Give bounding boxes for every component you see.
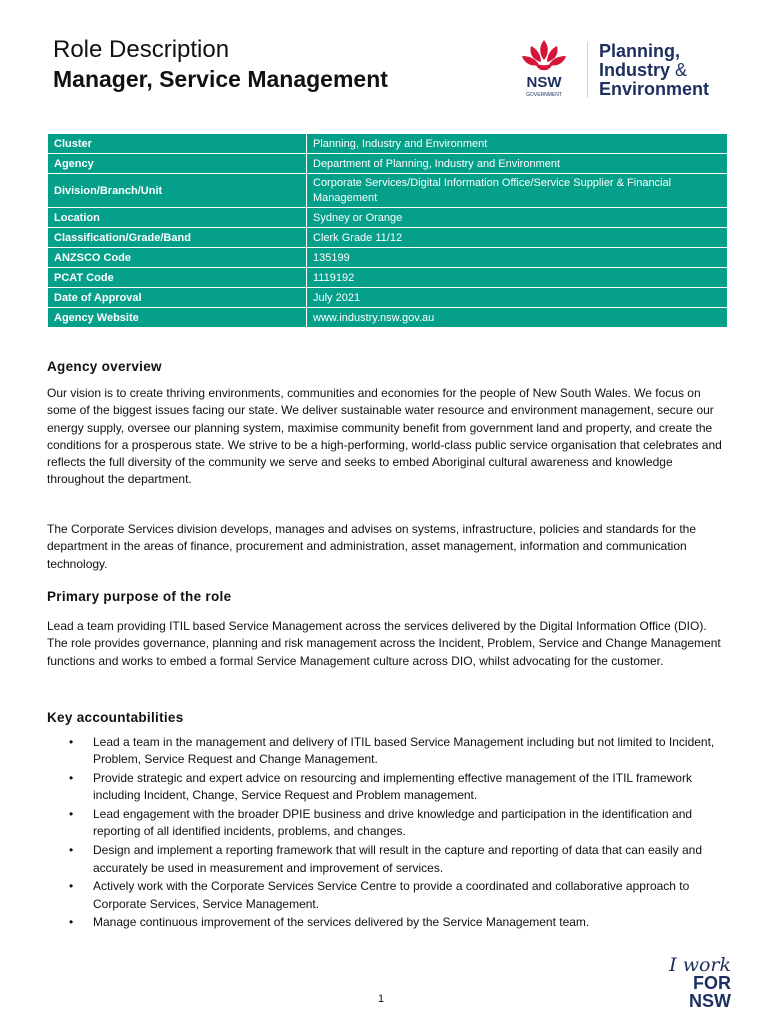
department-name: Planning, Industry & Environment: [599, 41, 710, 99]
agency-overview-paragraph-1: Our vision is to create thriving environments, communities and economies for the people of New South Wales. We focus on some of the biggest issues facing our state. We deliver sustainable water resource and environment management, secure our energy supply, oversee our planning system, maximise community benefit from government land and property, and create the conditions for a prosperous state. We strive to be a high-performing, world-class public service organisation that celebrates and reflects the full diversity of the community we serve and seeks to embed Aboriginal cultural awareness and knowledge throughout the department.: [47, 386, 722, 487]
page-number: 1: [378, 993, 385, 1005]
approval-date-label: Date of Approval: [48, 288, 307, 308]
list-item: • Manage continuous improvement of the services delivered by the Service Management team.: [69, 915, 590, 930]
agency-label: Agency: [48, 154, 307, 174]
table-row: [48, 228, 728, 248]
list-item: • Lead engagement with the broader DPIE business and drive knowledge and participation in the identification and reporting of all identified incidents, problems, and changes.: [69, 807, 693, 839]
cluster-value: Planning, Industry and Environment: [307, 134, 728, 154]
list-item: • Lead a team in the management and delivery of ITIL based Service Management including but not limited to Incident, Problem, Service Request and Change Management.: [69, 735, 715, 767]
list-item: • Design and implement a reporting framework that will result in the capture and reporting of data that can easily and accurately be used in measurement and improvement of services.: [69, 843, 702, 875]
anzsco-label: ANZSCO Code: [48, 248, 307, 268]
division-value: Corporate Services/Digital Information Office/Service Supplier & Financial Management: [307, 174, 728, 208]
table-row: [48, 288, 728, 308]
agency-website-link[interactable]: www.industry.nsw.gov.au: [307, 308, 728, 328]
role-title: Manager, Service Management: [53, 66, 388, 92]
svg-text:NSW: NSW: [689, 991, 731, 1011]
cluster-label: Cluster: [48, 134, 307, 154]
agency-website-label: Agency Website: [48, 308, 307, 328]
role-info-table: [47, 133, 728, 328]
division-label: Division/Branch/Unit: [48, 174, 307, 208]
table-row: [48, 308, 728, 328]
key-accountabilities-heading: Key accountabilities: [47, 710, 184, 725]
agency-value: Department of Planning, Industry and Environment: [307, 154, 728, 174]
svg-text:NSW: NSW: [526, 74, 562, 91]
nsw-planning-logo: [501, 36, 730, 102]
pcat-label: PCAT Code: [48, 268, 307, 288]
primary-purpose-paragraph: Lead a team providing ITIL based Service Management across the services delivered by the Digital Information Office (DIO). The role provides governance, planning and risk management across the Incident, Problem, Service and Change Management functions and works to embed a formal Service Management culture across DIO, whilst advocating for the customer.: [47, 619, 721, 668]
classification-label: Classification/Grade/Band: [48, 228, 307, 248]
accountabilities-list: [47, 734, 727, 933]
list-item: • Provide strategic and expert advice on resourcing and implementing effective management of the ITIL framework including Incident, Change, Service Request and Problem management.: [69, 771, 692, 803]
table-row: [48, 134, 728, 154]
waratah-icon: [501, 36, 587, 102]
table-row: [48, 208, 728, 228]
table-row: [48, 174, 728, 208]
anzsco-value: 135199: [307, 248, 728, 268]
svg-text:FOR: FOR: [693, 973, 731, 993]
svg-text:GOVERNMENT: GOVERNMENT: [526, 92, 562, 98]
list-item: • Actively work with the Corporate Services Service Centre to provide a coordinated and collaborative approach to Corporate Services, Service Management.: [69, 879, 690, 911]
agency-overview-paragraph-2: The Corporate Services division develops, manages and advises on systems, infrastructure, policies and standards for the department in the areas of finance, procurement and administration, asset management, information and communication technology.: [47, 522, 696, 571]
table-row: [48, 248, 728, 268]
approval-date-value: July 2021: [307, 288, 728, 308]
i-work-for-nsw-logo: [669, 951, 732, 1011]
logo-divider: [587, 42, 588, 98]
svg-text:I work: I work: [669, 954, 731, 976]
location-label: Location: [48, 208, 307, 228]
table-row: [48, 154, 728, 174]
agency-overview-heading: Agency overview: [47, 359, 162, 374]
classification-value: Clerk Grade 11/12: [307, 228, 728, 248]
table-row: [48, 268, 728, 288]
document-title: Role Description: [53, 36, 230, 63]
location-value: Sydney or Orange: [307, 208, 728, 228]
primary-purpose-heading: Primary purpose of the role: [47, 589, 232, 604]
pcat-value: 1119192: [307, 268, 728, 288]
